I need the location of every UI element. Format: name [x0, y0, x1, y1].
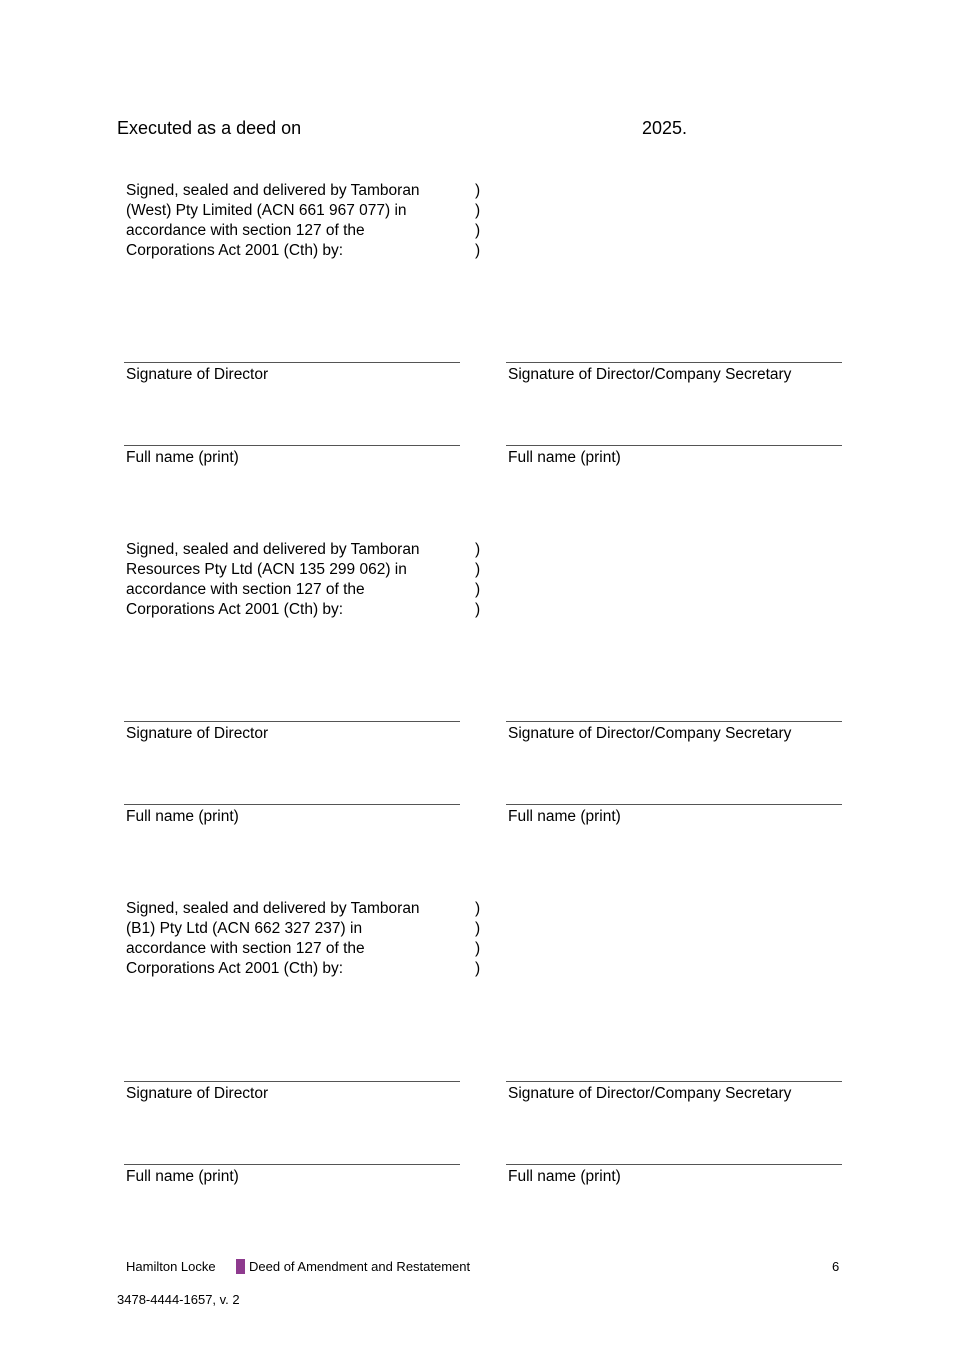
paren: ) [475, 960, 481, 977]
party-1-secretary-name-line[interactable] [506, 445, 842, 446]
footer-doc-ref: 3478-4444-1657, v. 2 [117, 1292, 240, 1307]
party-1-line-3: accordance with section 127 of the [126, 222, 365, 239]
paren: ) [475, 202, 481, 219]
party-3-line-1: Signed, sealed and delivered by Tamboran [126, 900, 420, 917]
party-3-line-3: accordance with section 127 of the [126, 940, 365, 957]
footer-title [236, 1259, 470, 1274]
party-1-line-1: Signed, sealed and delivered by Tamboran [126, 182, 420, 199]
party-3-secretary-name-line[interactable] [506, 1164, 842, 1165]
party-3-name-right-label: Full name (print) [508, 1168, 621, 1185]
party-3-line-4: Corporations Act 2001 (Cth) by: [126, 960, 344, 977]
party-1-sig-left-label: Signature of Director [126, 366, 269, 383]
party-2-sig-right-label: Signature of Director/Company Secretary [508, 725, 792, 742]
paren: ) [475, 920, 481, 937]
party-2-name-left-label: Full name (print) [126, 808, 239, 825]
party-1-sig-right-label: Signature of Director/Company Secretary [508, 366, 792, 383]
party-3-secretary-signature-line[interactable] [506, 1081, 842, 1082]
footer-firm: Hamilton Locke [126, 1259, 216, 1274]
party-1-name-left-label: Full name (print) [126, 449, 239, 466]
party-3-director-signature-line[interactable] [124, 1081, 460, 1082]
paren: ) [475, 541, 481, 558]
party-3-sig-left-label: Signature of Director [126, 1085, 269, 1102]
footer-document-title: Deed of Amendment and Restatement [249, 1259, 471, 1274]
party-3-director-name-line[interactable] [124, 1164, 460, 1165]
party-2-line-3: accordance with section 127 of the [126, 581, 365, 598]
party-2-line-2: Resources Pty Ltd (ACN 135 299 062) in [126, 561, 407, 578]
paren: ) [475, 561, 481, 578]
party-block-1 [126, 181, 466, 261]
execution-year: 2025. [642, 118, 688, 138]
party-2-director-signature-line[interactable] [124, 721, 460, 722]
paren: ) [475, 242, 481, 259]
footer-marker-icon [236, 1259, 245, 1274]
paren: ) [475, 940, 481, 957]
party-2-secretary-name-line[interactable] [506, 804, 842, 805]
party-1-line-4: Corporations Act 2001 (Cth) by: [126, 242, 344, 259]
party-1-director-name-line[interactable] [124, 445, 460, 446]
party-2-parens [475, 540, 480, 620]
paren: ) [475, 222, 481, 239]
party-3-sig-right-label: Signature of Director/Company Secretary [508, 1085, 792, 1102]
party-3-name-left-label: Full name (print) [126, 1168, 239, 1185]
paren: ) [475, 601, 481, 618]
party-2-director-name-line[interactable] [124, 804, 460, 805]
party-1-director-signature-line[interactable] [124, 362, 460, 363]
party-1-parens [475, 181, 480, 261]
party-3-line-2: (B1) Pty Ltd (ACN 662 327 237) in [126, 920, 363, 937]
paren: ) [475, 900, 481, 917]
party-block-3 [126, 899, 466, 979]
footer-page-number: 6 [832, 1259, 840, 1274]
party-2-line-4: Corporations Act 2001 (Cth) by: [126, 601, 344, 618]
party-1-secretary-signature-line[interactable] [506, 362, 842, 363]
paren: ) [475, 581, 481, 598]
paren: ) [475, 182, 481, 199]
party-2-line-1: Signed, sealed and delivered by Tamboran [126, 541, 420, 558]
party-2-name-right-label: Full name (print) [508, 808, 621, 825]
party-3-parens [475, 899, 480, 979]
party-1-line-2: (West) Pty Limited (ACN 661 967 077) in [126, 202, 407, 219]
execution-lead: Executed as a deed on [117, 118, 302, 138]
party-1-name-right-label: Full name (print) [508, 449, 621, 466]
party-block-2 [126, 540, 466, 620]
party-2-sig-left-label: Signature of Director [126, 725, 269, 742]
party-2-secretary-signature-line[interactable] [506, 721, 842, 722]
